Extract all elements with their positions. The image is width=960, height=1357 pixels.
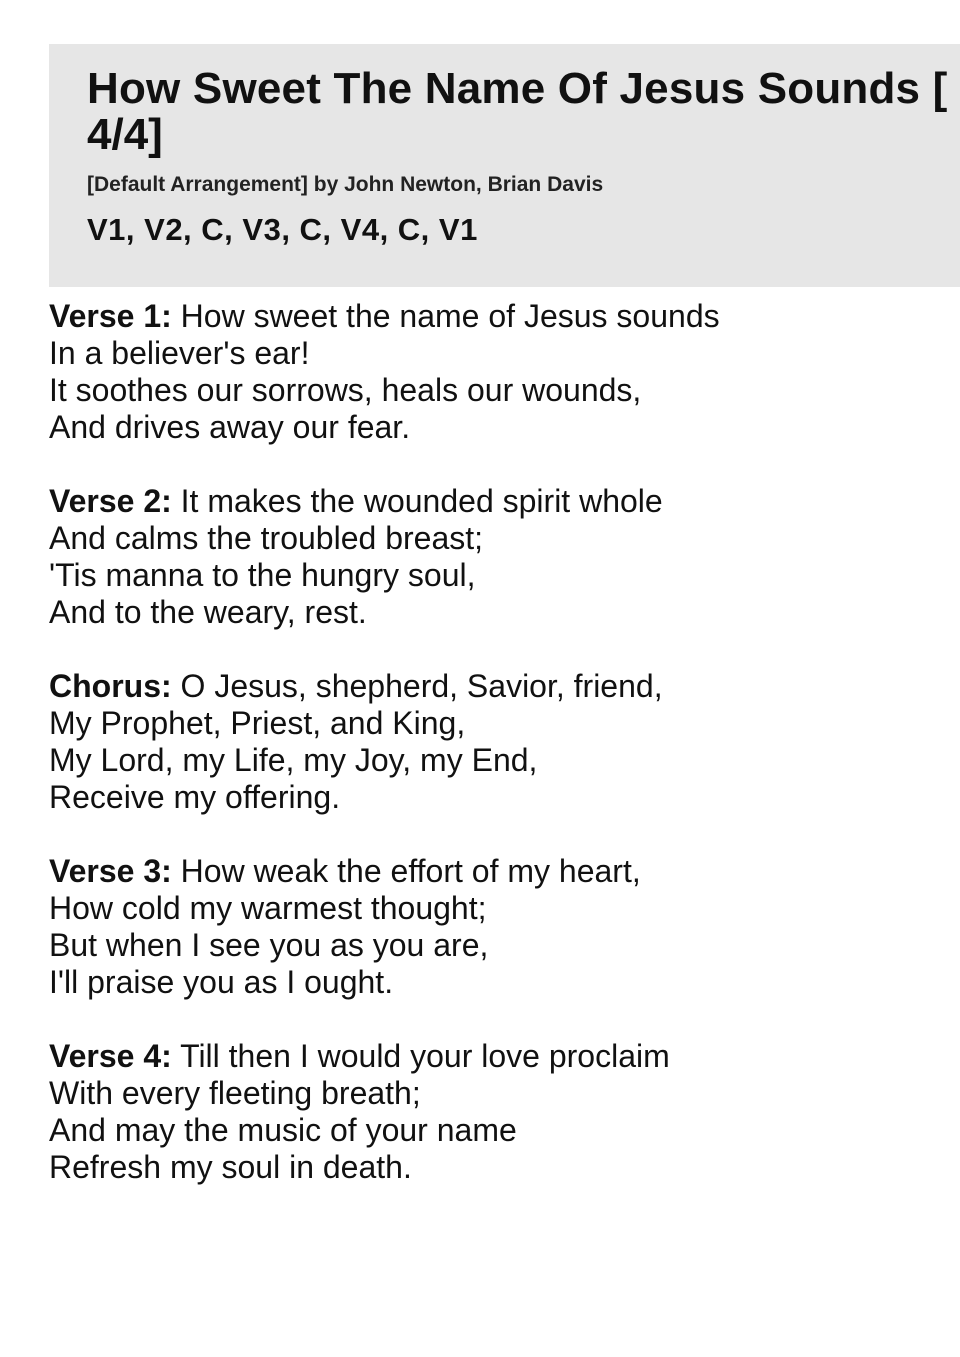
lyric-line (49, 1038, 929, 1075)
lyric-line (49, 483, 929, 520)
arrangement-credit: [Default Arrangement] by John Newton, Brian Davis (87, 173, 604, 196)
lyric-line: And to the weary, rest. (49, 594, 367, 630)
lyric-line: How cold my warmest thought; (49, 890, 487, 926)
lyric-line: 'Tis manna to the hungry soul, (49, 557, 476, 593)
lyric-line: And drives away our fear. (49, 409, 411, 445)
section-label: Verse 1: (49, 298, 172, 334)
lyric-line: My Lord, my Life, my Joy, my End, (49, 742, 538, 778)
section-label: Verse 2: (49, 483, 172, 519)
section-verse-3 (49, 853, 929, 1001)
section-verse-1 (49, 298, 929, 446)
lyric-line: And calms the troubled breast; (49, 520, 484, 556)
lyric-line: But when I see you as you are, (49, 927, 489, 963)
lyric-line (49, 298, 929, 335)
lyric-line: Receive my offering. (49, 779, 341, 815)
song-header (49, 44, 960, 287)
song-title-continued: 4/4] (87, 110, 163, 159)
lyric-line: With every fleeting breath; (49, 1075, 421, 1111)
section-label: Verse 4: (49, 1038, 172, 1074)
lyrics-body (49, 298, 929, 1223)
lyric-text: How sweet the name of Jesus sounds (180, 298, 720, 334)
section-label: Chorus: (49, 668, 172, 704)
song-order: V1, V2, C, V3, C, V4, C, V1 (87, 212, 478, 247)
lyric-text: It makes the wounded spirit whole (180, 483, 663, 519)
lyric-line: Refresh my soul in death. (49, 1149, 412, 1185)
section-chorus (49, 668, 929, 816)
lyric-text: Till then I would your love proclaim (180, 1038, 670, 1074)
lyric-line: And may the music of your name (49, 1112, 517, 1148)
section-verse-2 (49, 483, 929, 631)
lyric-line (49, 668, 929, 705)
lyric-line (49, 853, 929, 890)
song-title: How Sweet The Name Of Jesus Sounds [ (87, 64, 948, 113)
lyric-line: It soothes our sorrows, heals our wounds, (49, 372, 642, 408)
lyric-line: I'll praise you as I ought. (49, 964, 394, 1000)
lyric-line: My Prophet, Priest, and King, (49, 705, 466, 741)
section-verse-4 (49, 1038, 929, 1186)
lyric-text: O Jesus, shepherd, Savior, friend, (180, 668, 663, 704)
lyric-text: How weak the effort of my heart, (180, 853, 641, 889)
lyric-line: In a believer's ear! (49, 335, 310, 371)
section-label: Verse 3: (49, 853, 172, 889)
